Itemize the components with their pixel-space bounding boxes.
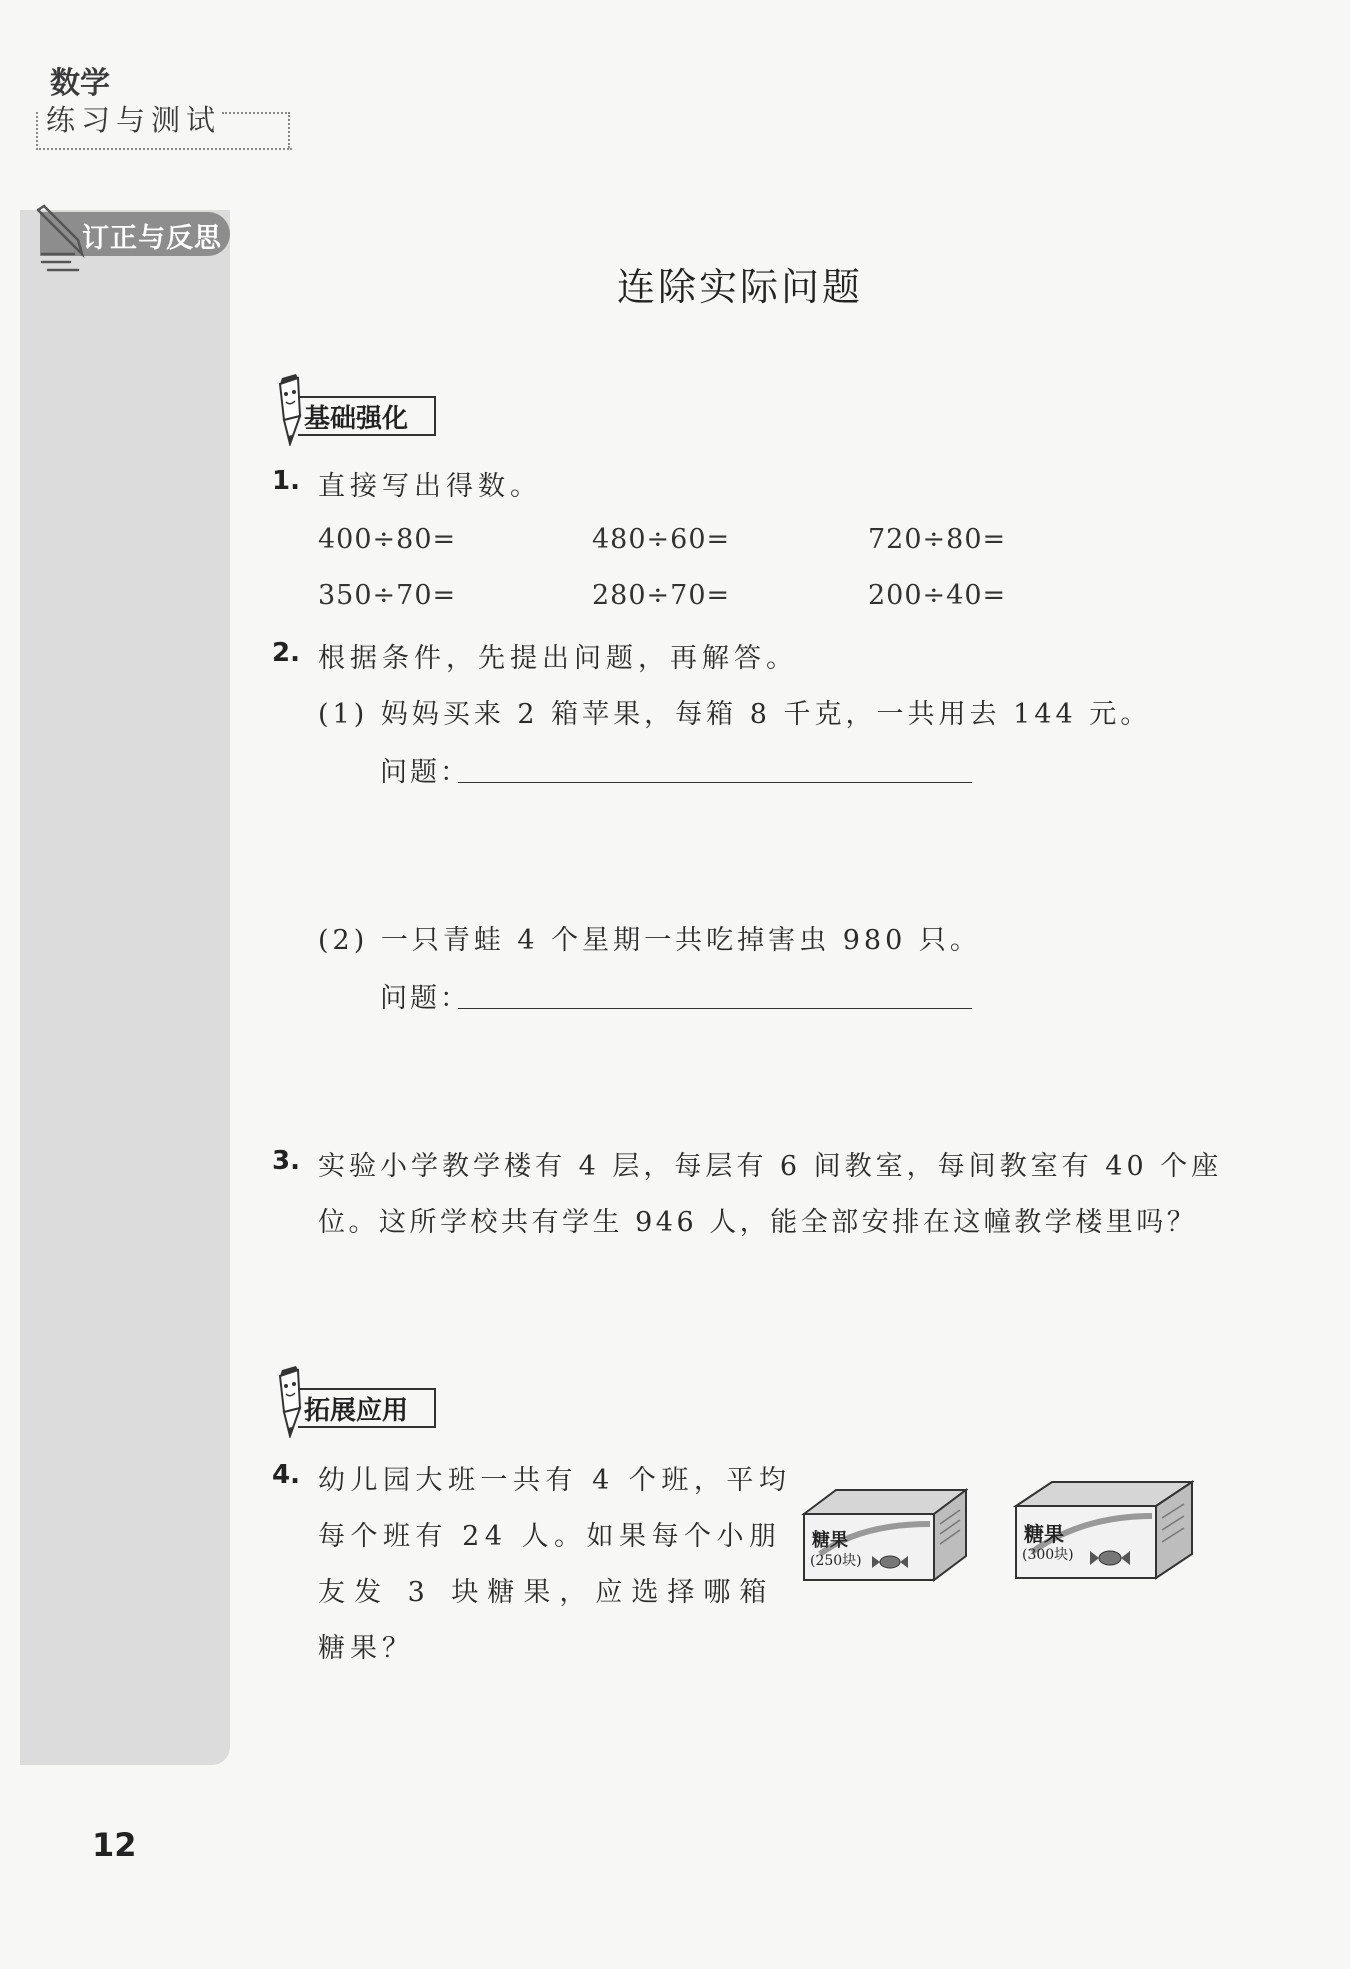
calc-item: 350÷70= xyxy=(318,580,457,611)
page-number: 12 xyxy=(92,1826,137,1864)
subject-label: 数学 xyxy=(50,66,110,101)
question-text-cont: 位。这所学校共有学生 946 人，能全部安排在这幢教学楼里吗？ xyxy=(318,1207,1198,1238)
calc-item: 720÷80= xyxy=(868,524,1007,555)
question-text: 幼儿园大班一共有 4 个班，平均 xyxy=(318,1465,792,1496)
question-number: 2. xyxy=(272,638,300,668)
question-text: 根据条件，先提出问题，再解答。 xyxy=(318,643,798,674)
candy-box-250 xyxy=(800,1484,968,1584)
section-title-extend: 拓展应用 xyxy=(304,1396,409,1426)
question-text: 实验小学教学楼有 4 层，每层有 6 间教室，每间教室有 40 个座 xyxy=(318,1151,1223,1182)
answer-line[interactable] xyxy=(458,782,972,783)
section-title-basic: 基础强化 xyxy=(304,404,409,434)
header-dotted-frame xyxy=(36,112,292,150)
question-text-cont: 友发 3 块糖果，应选择哪箱 xyxy=(318,1577,776,1608)
candy-box-300 xyxy=(1012,1476,1194,1582)
calc-item: 200÷40= xyxy=(868,580,1007,611)
correction-sidebar xyxy=(20,210,230,1765)
candy-box-count: (300块) xyxy=(1022,1547,1074,1563)
subquestion-text: (1) 妈妈买来 2 箱苹果，每箱 8 千克，一共用去 144 元。 xyxy=(318,699,1152,730)
calc-item: 280÷70= xyxy=(592,580,731,611)
candy-box-label: 糖果 xyxy=(1024,1522,1064,1546)
question-text-cont: 每个班有 24 人。如果每个小朋 xyxy=(318,1521,782,1552)
sidebar-title: 订正与反思 xyxy=(82,223,222,254)
subquestion-text: (2) 一只青蛙 4 个星期一共吃掉害虫 980 只。 xyxy=(318,925,981,956)
question-number: 3. xyxy=(272,1146,300,1176)
page-title: 连除实际问题 xyxy=(616,265,863,309)
question-label: 问题： xyxy=(380,983,470,1014)
question-number: 4. xyxy=(272,1460,300,1490)
book-title: 练习与测试 xyxy=(46,103,222,137)
calc-item: 480÷60= xyxy=(592,524,731,555)
question-text-cont: 糖果？ xyxy=(318,1633,414,1664)
question-label: 问题： xyxy=(380,757,470,788)
question-number: 1. xyxy=(272,466,300,496)
answer-line[interactable] xyxy=(458,1008,972,1009)
candy-box-label: 糖果 xyxy=(812,1530,848,1551)
header-dotted-right xyxy=(288,112,290,148)
question-text: 直接写出得数。 xyxy=(318,471,542,502)
calc-item: 400÷80= xyxy=(318,524,457,555)
header-dotted-top xyxy=(222,112,290,114)
candy-box-count: (250块) xyxy=(810,1553,862,1569)
